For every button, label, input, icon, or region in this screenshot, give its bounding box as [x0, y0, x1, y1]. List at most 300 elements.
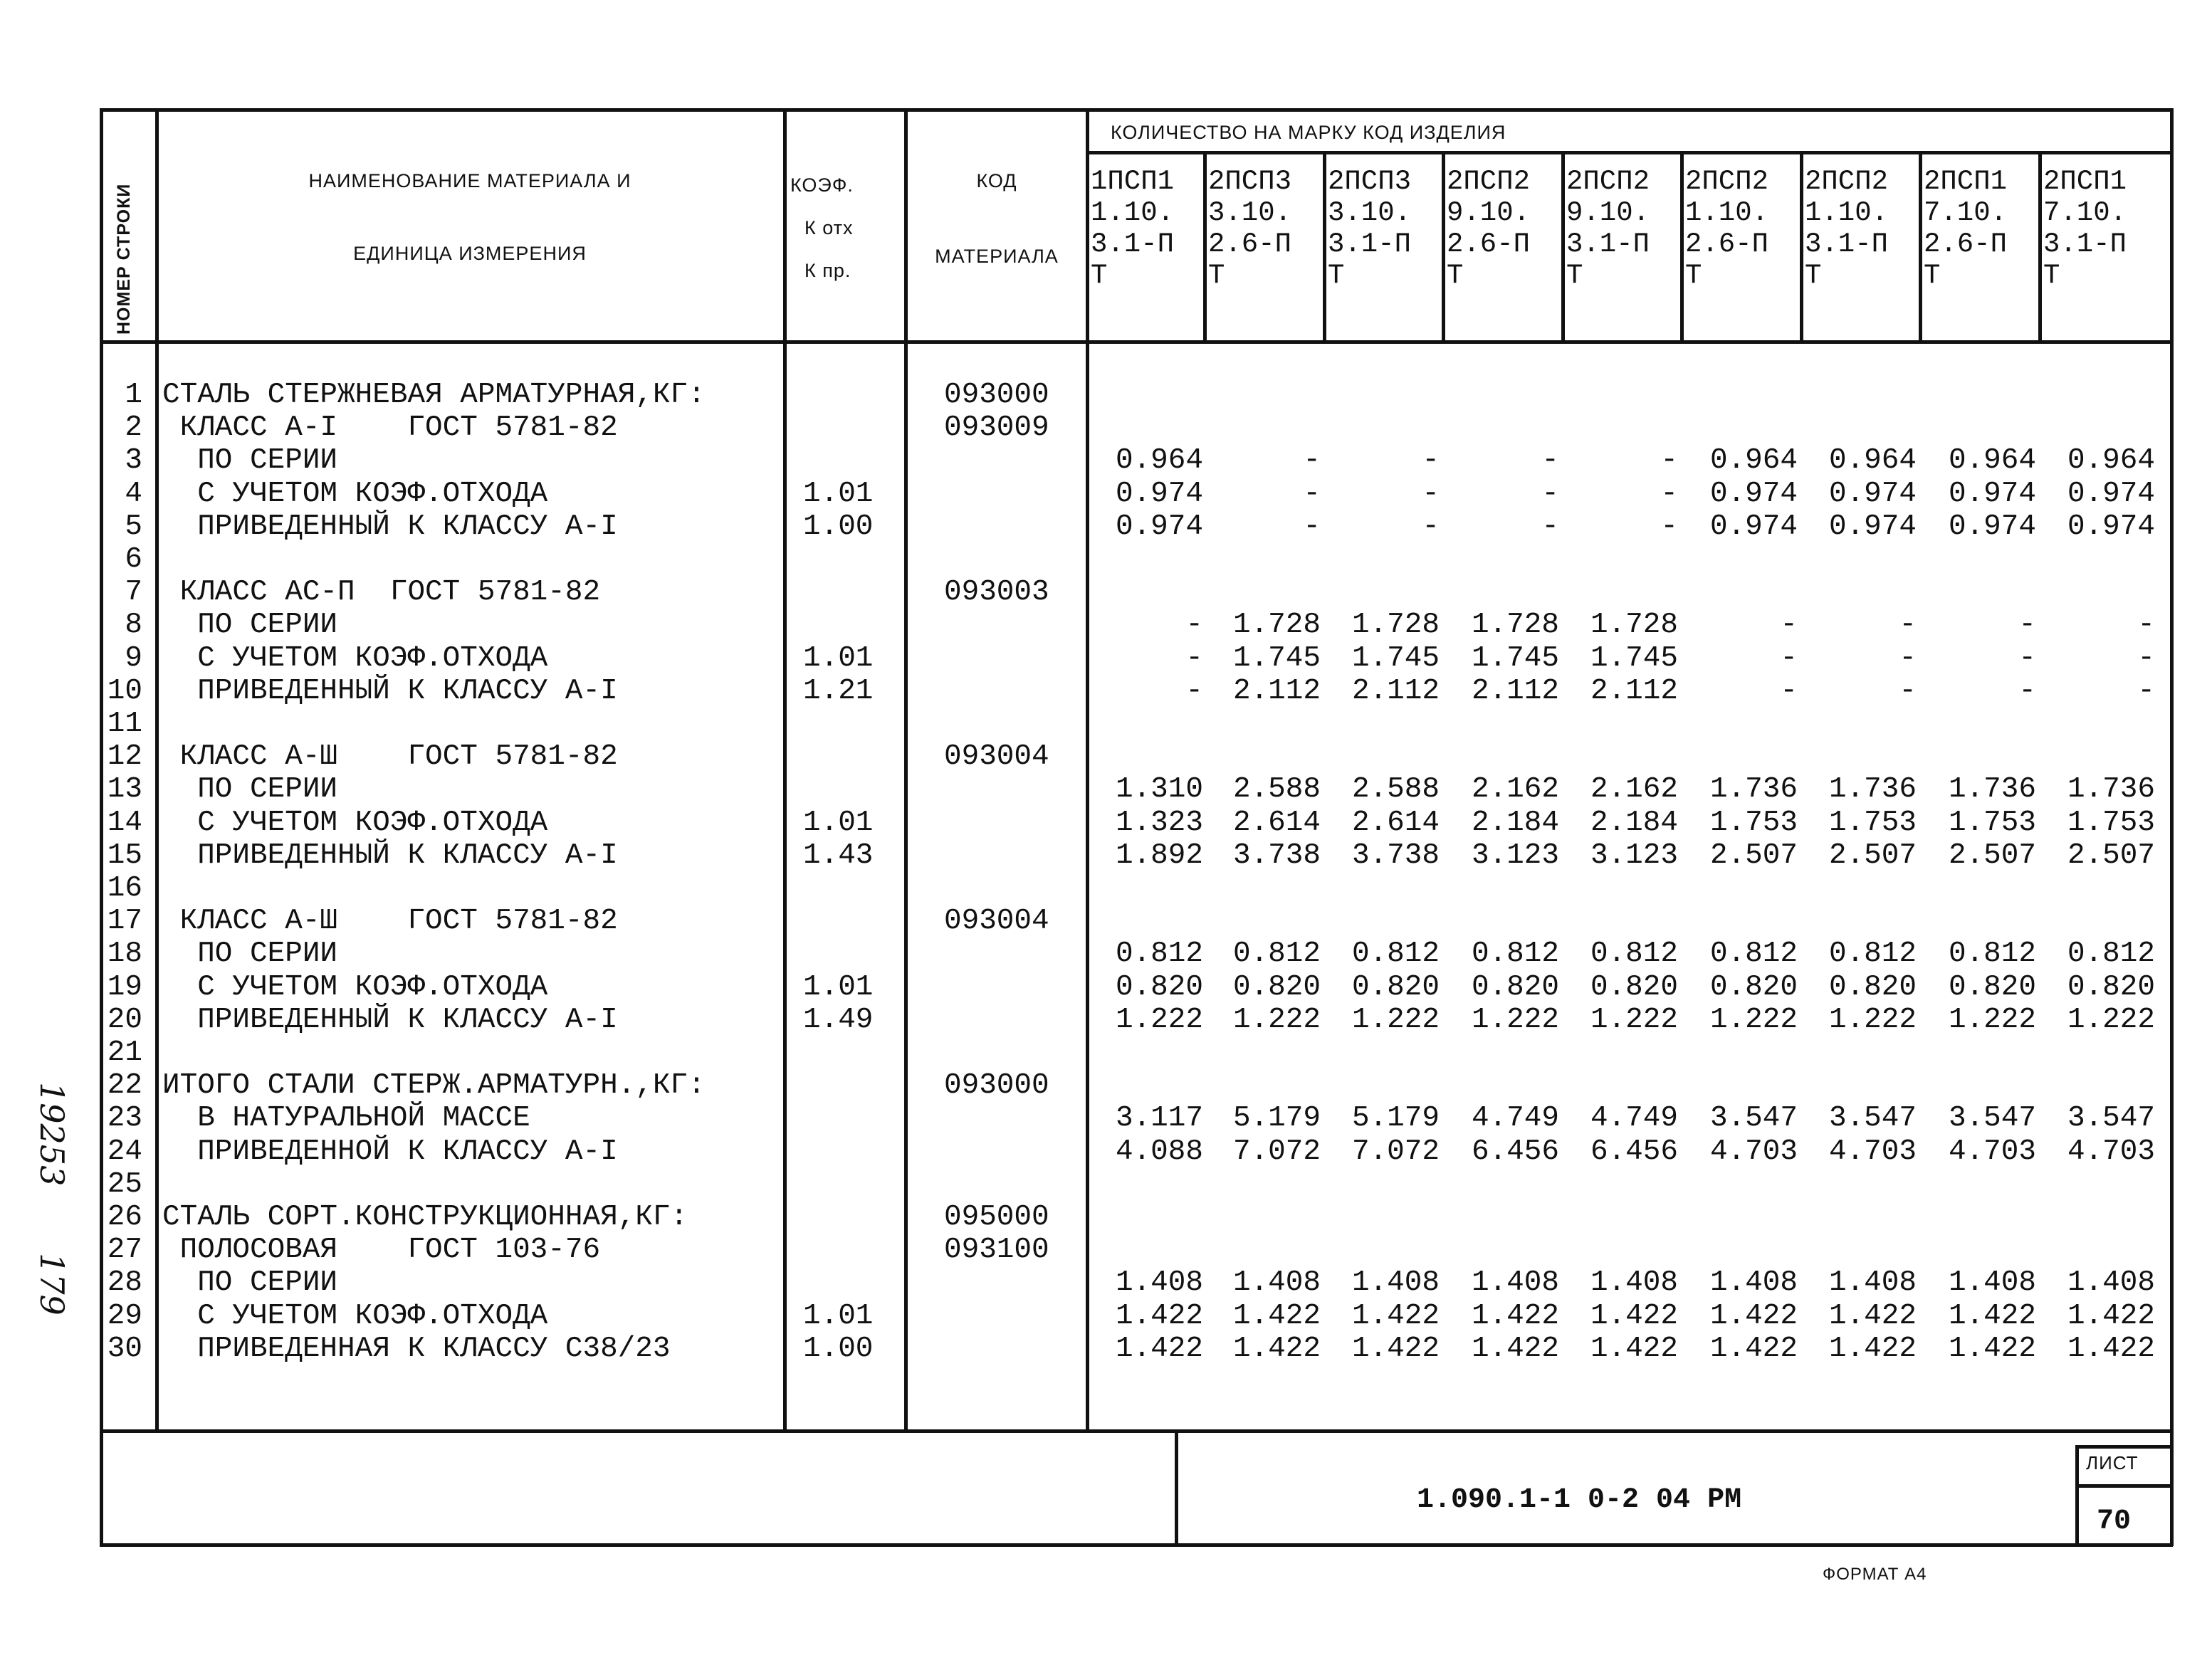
inventory-number: 19253 — [33, 1082, 71, 1187]
mark-header-5-line-4: Т — [1566, 260, 1583, 291]
mark-header-8-line-3: 2.6-П — [1924, 229, 2008, 260]
quantity-cell: 2.112 — [1471, 674, 1559, 708]
mark-header-1-line-4: Т — [1091, 260, 1108, 291]
quantity-cell: 1.422 — [1590, 1299, 1678, 1333]
quantity-cell: 0.974 — [1948, 510, 2036, 543]
material-name: СТАЛЬ СОРТ.КОНСТРУКЦИОННАЯ,КГ: — [162, 1201, 688, 1234]
row-number: 10 — [107, 674, 142, 708]
mark-header-2-line-3: 2.6-П — [1208, 229, 1292, 260]
quantity-cell: 1.408 — [1709, 1266, 1798, 1300]
quantity-cell: 2.507 — [2067, 839, 2155, 872]
material-name: ПО СЕРИИ — [162, 773, 338, 807]
material-code: 093000 — [944, 379, 1049, 411]
row-number: 22 — [107, 1069, 142, 1103]
mark-divider — [1919, 151, 1922, 343]
table-row — [0, 411, 2212, 444]
mark-header-3-line-4: Т — [1328, 260, 1345, 291]
quantity-cell: 1.222 — [1828, 1003, 1917, 1036]
quantity-cell: - — [1303, 444, 1321, 478]
sheet-label: ЛИСТ — [2086, 1452, 2139, 1474]
mark-header-6-line-4: Т — [1685, 260, 1702, 291]
mark-divider — [1561, 151, 1565, 343]
row-number: 14 — [107, 806, 142, 839]
quantity-cell: 4.703 — [1828, 1135, 1917, 1168]
quantity-cell: 0.964 — [1115, 444, 1203, 478]
quantity-cell: 1.323 — [1115, 806, 1203, 839]
quantity-cell: 2.184 — [1471, 806, 1559, 839]
quantity-cell: - — [1422, 477, 1440, 510]
quantity-cell: 0.812 — [1948, 937, 2036, 971]
quantity-cell: 1.736 — [1948, 773, 2036, 807]
quantity-cell: 0.974 — [1709, 477, 1798, 510]
material-name: КЛАСС А-Ш ГОСТ 5781-82 — [162, 740, 618, 774]
quantity-cell: - — [1185, 641, 1203, 675]
quantity-cell: 2.507 — [1948, 839, 2036, 872]
table-row — [0, 1201, 2212, 1234]
table-row — [0, 1266, 2212, 1299]
quantity-cell: 1.408 — [1471, 1266, 1559, 1300]
quantity-cell: - — [1185, 609, 1203, 642]
table-row — [0, 905, 2212, 937]
mark-header-7-line-2: 1.10. — [1805, 197, 1889, 229]
quantity-cell: 1.745 — [1351, 641, 1440, 675]
quantity-cell: 1.222 — [2067, 1003, 2155, 1036]
row-number: 26 — [107, 1201, 142, 1234]
quantity-cell: 1.422 — [1590, 1332, 1678, 1365]
document-code: 1.090.1-1 0-2 04 РМ — [1417, 1484, 1742, 1516]
mark-divider — [1800, 151, 1803, 343]
row-number: 27 — [107, 1234, 142, 1267]
mark-header-3-line-2: 3.10. — [1328, 197, 1412, 229]
table-row — [0, 543, 2212, 576]
quantity-cell: 3.738 — [1232, 839, 1321, 872]
mark-divider — [1680, 151, 1684, 343]
quantity-cell: 4.703 — [1948, 1135, 2036, 1168]
mark-header-6-line-1: 2ПСП2 — [1685, 166, 1769, 197]
frame-top-line — [100, 108, 2173, 112]
quantity-cell: 1.422 — [1828, 1299, 1917, 1333]
row-number: 9 — [125, 641, 142, 675]
quantity-cell: 0.812 — [1115, 937, 1203, 971]
quantity-cell: 0.812 — [1351, 937, 1440, 971]
quantity-cell: - — [1303, 510, 1321, 543]
material-code: 093009 — [944, 411, 1049, 445]
quantity-cell: 6.456 — [1471, 1135, 1559, 1168]
quantity-cell: 5.179 — [1232, 1102, 1321, 1135]
quantity-cell: 1.892 — [1115, 839, 1203, 872]
material-name: КЛАСС А-I ГОСТ 5781-82 — [162, 411, 618, 445]
row-number: 30 — [107, 1332, 142, 1365]
quantity-cell: 1.408 — [1948, 1266, 2036, 1300]
quantity-cell: 5.179 — [1351, 1102, 1440, 1135]
mark-header-2-line-1: 2ПСП3 — [1208, 166, 1292, 197]
sheet-number: 70 — [2097, 1506, 2132, 1538]
quantity-cell: 1.736 — [1709, 773, 1798, 807]
code-header-1: КОД — [976, 170, 1017, 191]
quantity-cell: 4.088 — [1115, 1135, 1203, 1168]
quantity-cell: 0.964 — [1828, 444, 1917, 478]
quantity-cell: 1.422 — [2067, 1332, 2155, 1365]
quantity-cell: 3.547 — [1828, 1102, 1917, 1135]
coef-header-2: К отх — [804, 217, 854, 238]
mark-header-4-line-1: 2ПСП2 — [1447, 166, 1531, 197]
quantity-cell: 2.588 — [1232, 773, 1321, 807]
name-header-line1: НАИМЕНОВАНИЕ МАТЕРИАЛА И — [308, 170, 631, 191]
material-name: СТАЛЬ СТЕРЖНЕВАЯ АРМАТУРНАЯ,КГ: — [162, 379, 706, 411]
quantity-cell: 2.162 — [1590, 773, 1678, 807]
quantity-cell: 3.123 — [1590, 839, 1678, 872]
quantity-cell: 0.974 — [1948, 477, 2036, 510]
row-number: 29 — [107, 1299, 142, 1333]
quantity-cell: 0.974 — [1828, 477, 1917, 510]
mark-header-1-line-1: 1ПСП1 — [1091, 166, 1175, 197]
table-row — [0, 675, 2212, 708]
material-name: ПО СЕРИИ — [162, 1266, 338, 1300]
quantity-cell: - — [2018, 641, 2036, 675]
quantity-cell: 0.974 — [1828, 510, 1917, 543]
quantity-cell: 7.072 — [1351, 1135, 1440, 1168]
name-header-line2: ЕДИНИЦА ИЗМЕРЕНИЯ — [353, 243, 587, 264]
mark-header-1-line-2: 1.10. — [1091, 197, 1175, 229]
quantity-cell: 2.614 — [1232, 806, 1321, 839]
quantity-cell: 1.745 — [1471, 641, 1559, 675]
sheet-box-top — [2075, 1445, 2173, 1449]
quantity-cell: - — [2018, 674, 2036, 708]
coefficient: 1.01 — [803, 477, 874, 510]
row-number: 11 — [107, 708, 142, 740]
quantity-cell: 1.728 — [1351, 609, 1440, 642]
quantity-cell: - — [2018, 609, 2036, 642]
mark-header-1-line-3: 3.1-П — [1091, 229, 1175, 260]
mark-header-7-line-4: Т — [1805, 260, 1822, 291]
quantity-cell: 0.820 — [1590, 970, 1678, 1004]
quantity-cell: 1.745 — [1232, 641, 1321, 675]
table-row — [0, 773, 2212, 806]
table-row — [0, 872, 2212, 905]
material-name: ПРИВЕДЕННАЯ К КЛАССУ С38/23 — [162, 1332, 671, 1365]
quantity-cell: - — [1899, 674, 1917, 708]
mark-header-2-line-4: Т — [1208, 260, 1225, 291]
coefficient: 1.49 — [803, 1003, 874, 1036]
quantity-cell: 3.123 — [1471, 839, 1559, 872]
quantity-cell: 0.974 — [1115, 477, 1203, 510]
quantity-cell: - — [1541, 510, 1559, 543]
coefficient: 1.01 — [803, 970, 874, 1004]
row-number: 2 — [125, 411, 142, 445]
mark-header-9-line-3: 3.1-П — [2043, 229, 2127, 260]
quantity-cell: 1.422 — [1115, 1299, 1203, 1333]
quantity-cell: 1.422 — [1232, 1332, 1321, 1365]
quantity-cell: 0.974 — [1115, 510, 1203, 543]
material-code: 093004 — [944, 905, 1049, 938]
quantity-cell: 1.736 — [1828, 773, 1917, 807]
row-number: 28 — [107, 1266, 142, 1300]
sheet-box-line — [2075, 1484, 2173, 1488]
quantity-cell: 0.964 — [2067, 444, 2155, 478]
table-row — [0, 1300, 2212, 1333]
mark-header-6-line-2: 1.10. — [1685, 197, 1769, 229]
table-row — [0, 1036, 2212, 1069]
quantity-cell: 0.820 — [1232, 970, 1321, 1004]
material-name: ПО СЕРИИ — [162, 444, 338, 478]
row-number: 19 — [107, 970, 142, 1004]
row-number: 21 — [107, 1036, 142, 1069]
material-name: В НАТУРАЛЬНОЙ МАССЕ — [162, 1102, 530, 1135]
mark-header-5-line-1: 2ПСП2 — [1566, 166, 1650, 197]
quantity-cell: 1.222 — [1471, 1003, 1559, 1036]
row-number: 5 — [125, 510, 142, 543]
stamp-divider — [1175, 1429, 1178, 1546]
quantity-cell: - — [1541, 444, 1559, 478]
quantity-cell: 1.222 — [1351, 1003, 1440, 1036]
table-row — [0, 839, 2212, 872]
table-row — [0, 576, 2212, 609]
coefficient: 1.01 — [803, 641, 874, 675]
quantity-cell: 1.408 — [1590, 1266, 1678, 1300]
quantity-cell: 2.507 — [1709, 839, 1798, 872]
row-number: 15 — [107, 839, 142, 872]
code-header-2: МАТЕРИАЛА — [935, 246, 1059, 267]
row-number: 4 — [125, 477, 142, 510]
quantity-cell: 0.820 — [1709, 970, 1798, 1004]
quantity-cell: 1.222 — [1232, 1003, 1321, 1036]
material-code: 093100 — [944, 1234, 1049, 1267]
quantity-cell: 1.422 — [1948, 1299, 2036, 1333]
mark-header-9-line-4: Т — [2043, 260, 2060, 291]
quantity-cell: 0.812 — [1232, 937, 1321, 971]
quantity-cell: 0.812 — [1471, 937, 1559, 971]
quantity-cell: 1.422 — [1948, 1332, 2036, 1365]
row-number: 17 — [107, 905, 142, 938]
material-name: С УЧЕТОМ КОЭФ.ОТХОДА — [162, 477, 548, 510]
quantity-cell: 1.408 — [1115, 1266, 1203, 1300]
table-bottom-line — [100, 1429, 2173, 1433]
quantity-cell: 1.422 — [1828, 1332, 1917, 1365]
quantity-cell: 2.112 — [1351, 674, 1440, 708]
quantity-cell: 1.422 — [1115, 1332, 1203, 1365]
material-name: С УЧЕТОМ КОЭФ.ОТХОДА — [162, 641, 548, 675]
quantity-cell: 2.112 — [1590, 674, 1678, 708]
table-row — [0, 510, 2212, 543]
quantity-cell: 0.812 — [2067, 937, 2155, 971]
mark-header-9-line-2: 7.10. — [2043, 197, 2127, 229]
row-number-header: НОМЕР СТРОКИ — [114, 183, 134, 335]
material-name: С УЧЕТОМ КОЭФ.ОТХОДА — [162, 970, 548, 1004]
quantity-cell: - — [1422, 510, 1440, 543]
material-name: ПРИВЕДЕННОЙ К КЛАССУ А-I — [162, 1135, 618, 1168]
table-row — [0, 971, 2212, 1004]
row-number: 24 — [107, 1135, 142, 1168]
quantity-cell: 1.728 — [1232, 609, 1321, 642]
quantity-cell: - — [1899, 609, 1917, 642]
quantity-cell: 1.422 — [2067, 1299, 2155, 1333]
quantity-cell: 0.820 — [1948, 970, 2036, 1004]
quantity-cell: 4.749 — [1590, 1102, 1678, 1135]
quantity-cell: 0.820 — [1471, 970, 1559, 1004]
quantity-cell: 2.162 — [1471, 773, 1559, 807]
quantity-cell: - — [2137, 641, 2155, 675]
quantity-cell: - — [1780, 641, 1798, 675]
mark-header-5-line-3: 3.1-П — [1566, 229, 1650, 260]
mark-header-7-line-3: 3.1-П — [1805, 229, 1889, 260]
quantity-cell: 1.408 — [1828, 1266, 1917, 1300]
quantity-cell: 2.184 — [1590, 806, 1678, 839]
coefficient: 1.00 — [803, 510, 874, 543]
quantity-cell: 1.310 — [1115, 773, 1203, 807]
mark-header-8-line-2: 7.10. — [1924, 197, 2008, 229]
material-name: ПРИВЕДЕННЫЙ К КЛАССУ А-I — [162, 510, 618, 543]
coefficient: 1.01 — [803, 806, 874, 839]
material-name: КЛАСС А-Ш ГОСТ 5781-82 — [162, 905, 618, 938]
mark-header-7-line-1: 2ПСП2 — [1805, 166, 1889, 197]
material-name: ПРИВЕДЕННЫЙ К КЛАССУ А-I — [162, 1003, 618, 1036]
quantity-cell: 1.422 — [1351, 1299, 1440, 1333]
sheet-box-divider — [2075, 1445, 2079, 1546]
quantity-cell: 1.745 — [1590, 641, 1678, 675]
material-name: КЛАСС АС-П ГОСТ 5781-82 — [162, 576, 601, 609]
quantity-cell: 0.974 — [2067, 477, 2155, 510]
quantity-cell: 0.974 — [2067, 510, 2155, 543]
quantity-cell: 1.222 — [1115, 1003, 1203, 1036]
quantity-cell: 2.588 — [1351, 773, 1440, 807]
quantity-cell: 3.117 — [1115, 1102, 1203, 1135]
quantity-cell: 1.728 — [1590, 609, 1678, 642]
quantity-cell: 0.820 — [1351, 970, 1440, 1004]
quantity-cell: 4.703 — [1709, 1135, 1798, 1168]
quantity-cell: 6.456 — [1590, 1135, 1678, 1168]
row-number: 16 — [107, 872, 142, 905]
table-row — [0, 1333, 2212, 1365]
quantity-cell: 1.753 — [1709, 806, 1798, 839]
row-number: 25 — [107, 1167, 142, 1201]
quantity-cell: 3.547 — [1709, 1102, 1798, 1135]
material-name: ПО СЕРИИ — [162, 937, 338, 971]
material-name: ПРИВЕДЕННЫЙ К КЛАССУ А-I — [162, 839, 618, 872]
table-row — [0, 642, 2212, 675]
material-name: ПРИВЕДЕННЫЙ К КЛАССУ А-I — [162, 674, 618, 708]
material-name: ИТОГО СТАЛИ СТЕРЖ.АРМАТУРН.,КГ: — [162, 1069, 706, 1103]
table-row — [0, 807, 2212, 839]
coefficient: 1.00 — [803, 1332, 874, 1365]
row-number: 13 — [107, 773, 142, 807]
table-row — [0, 1004, 2212, 1036]
quantity-cell: 1.222 — [1590, 1003, 1678, 1036]
header-bottom-line — [100, 340, 2173, 344]
table-row — [0, 708, 2212, 740]
table-row — [0, 1069, 2212, 1102]
mark-divider — [1323, 151, 1326, 343]
quantity-cell: 2.112 — [1232, 674, 1321, 708]
quantity-cell: 3.738 — [1351, 839, 1440, 872]
quantity-cell: 1.422 — [1351, 1332, 1440, 1365]
quantity-cell: 0.812 — [1709, 937, 1798, 971]
quantity-cell: 1.422 — [1471, 1299, 1559, 1333]
quantity-cell: 4.703 — [2067, 1135, 2155, 1168]
row-number: 20 — [107, 1003, 142, 1036]
row-number: 12 — [107, 740, 142, 774]
quantity-cell: - — [1780, 674, 1798, 708]
quantity-cell: 1.422 — [1232, 1299, 1321, 1333]
material-name: ПО СЕРИИ — [162, 609, 338, 642]
mark-header-4-line-4: Т — [1447, 260, 1464, 291]
quantity-cell: 1.408 — [1351, 1266, 1440, 1300]
material-code: 095000 — [944, 1201, 1049, 1234]
quantity-cell: 1.422 — [1709, 1332, 1798, 1365]
quantity-cell: - — [1899, 641, 1917, 675]
qty-header: КОЛИЧЕСТВО НА МАРКУ КОД ИЗДЕЛИЯ — [1111, 122, 1506, 143]
coefficient: 1.21 — [803, 674, 874, 708]
quantity-cell: 0.820 — [1828, 970, 1917, 1004]
coef-header-3: К пр. — [804, 260, 851, 281]
row-number: 8 — [125, 609, 142, 642]
quantity-cell: - — [1660, 477, 1678, 510]
quantity-cell: - — [1541, 477, 1559, 510]
quantity-cell: 7.072 — [1232, 1135, 1321, 1168]
table-row — [0, 937, 2212, 970]
coef-header-1: КОЭФ. — [790, 174, 854, 196]
quantity-cell: 1.422 — [1471, 1332, 1559, 1365]
table-row — [0, 1135, 2212, 1168]
quantity-cell: 1.408 — [2067, 1266, 2155, 1300]
quantity-cell: 0.974 — [1709, 510, 1798, 543]
material-code: 093003 — [944, 576, 1049, 609]
format-label: ФОРМАТ А4 — [1823, 1565, 1927, 1584]
quantity-cell: - — [1185, 674, 1203, 708]
quantity-cell: - — [1780, 609, 1798, 642]
mark-header-9-line-1: 2ПСП1 — [2043, 166, 2127, 197]
mark-header-2-line-2: 3.10. — [1208, 197, 1292, 229]
quantity-cell: 2.507 — [1828, 839, 1917, 872]
mark-header-5-line-2: 9.10. — [1566, 197, 1650, 229]
coefficient: 1.43 — [803, 839, 874, 872]
material-name: ПОЛОСОВАЯ ГОСТ 103-76 — [162, 1234, 601, 1267]
quantity-cell: 0.964 — [1948, 444, 2036, 478]
mark-header-3-line-1: 2ПСП3 — [1328, 166, 1412, 197]
mark-header-8-line-4: Т — [1924, 260, 1941, 291]
mark-divider — [1442, 151, 1445, 343]
mark-header-4-line-2: 9.10. — [1447, 197, 1531, 229]
table-row — [0, 379, 2212, 411]
mark-header-4-line-3: 2.6-П — [1447, 229, 1531, 260]
quantity-cell: 1.728 — [1471, 609, 1559, 642]
mark-header-3-line-3: 3.1-П — [1328, 229, 1412, 260]
qty-header-line — [1086, 151, 2173, 154]
table-row — [0, 740, 2212, 773]
table-row — [0, 609, 2212, 641]
quantity-cell: 0.820 — [1115, 970, 1203, 1004]
table-row — [0, 444, 2212, 477]
quantity-cell: 1.222 — [1709, 1003, 1798, 1036]
mark-divider — [1203, 151, 1207, 343]
mark-header-6-line-3: 2.6-П — [1685, 229, 1769, 260]
quantity-cell: 0.812 — [1828, 937, 1917, 971]
row-number: 7 — [125, 576, 142, 609]
table-row — [0, 478, 2212, 510]
mark-header-8-line-1: 2ПСП1 — [1924, 166, 2008, 197]
quantity-cell: 3.547 — [1948, 1102, 2036, 1135]
material-code: 093000 — [944, 1069, 1049, 1103]
coefficient: 1.01 — [803, 1299, 874, 1333]
material-name: С УЧЕТОМ КОЭФ.ОТХОДА — [162, 1299, 548, 1333]
table-row — [0, 1102, 2212, 1135]
quantity-cell: - — [1660, 510, 1678, 543]
material-name: С УЧЕТОМ КОЭФ.ОТХОДА — [162, 806, 548, 839]
quantity-cell: 2.614 — [1351, 806, 1440, 839]
row-number: 18 — [107, 937, 142, 971]
material-code: 093004 — [944, 740, 1049, 774]
quantity-cell: 3.547 — [2067, 1102, 2155, 1135]
quantity-cell: - — [1303, 477, 1321, 510]
